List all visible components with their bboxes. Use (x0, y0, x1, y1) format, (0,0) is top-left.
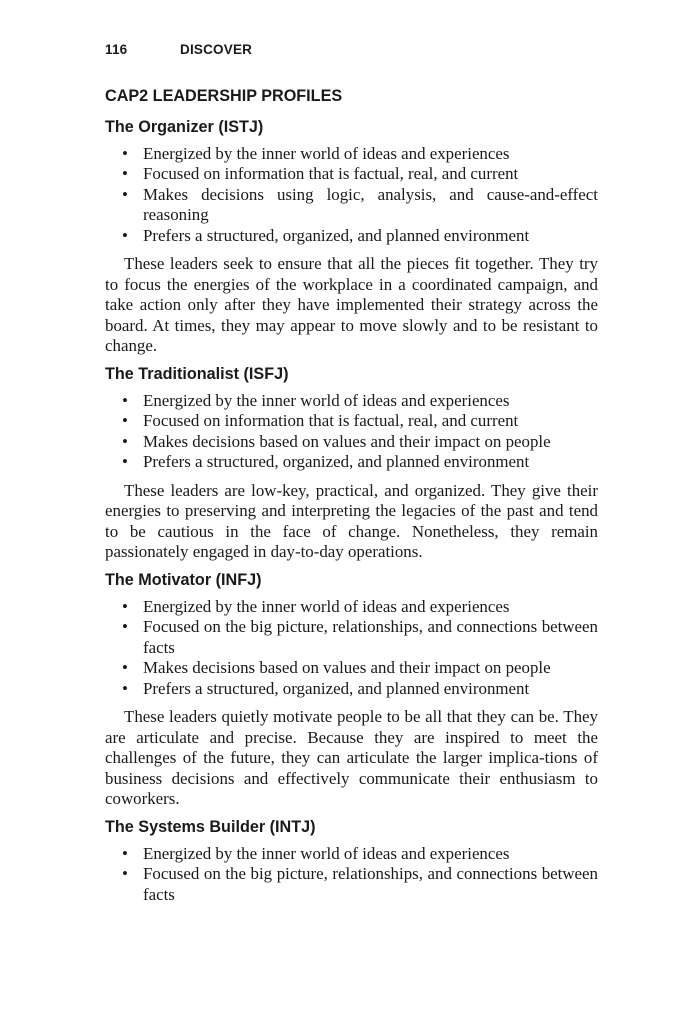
section-title: CAP2 LEADERSHIP PROFILES (105, 87, 343, 105)
trait-item: • Energized by the inner world of ideas and experiences (122, 391, 510, 410)
book-page (105, 38, 598, 905)
trait-item: • Prefers a structured, organized, and planned environment (122, 678, 530, 698)
trait-item: • Energized by the inner world of ideas and experiences (122, 844, 510, 863)
trait-item: • Energized by the inner world of ideas and experiences (122, 144, 510, 163)
profile-description: These leaders seek to ensure that all the pieces fit together. They try to focus the energies of the workplace in a coordinated campaign, and take action only after they have implemented their strategy across the board. At times, they may appear to move slowly and to be resistant to change. (105, 254, 598, 356)
chapter-title: DISCOVER (180, 42, 253, 57)
trait-item: • Focused on information that is factual, real, and current (122, 411, 519, 431)
bullet-icon: • (122, 225, 128, 245)
running-head (105, 38, 598, 62)
trait-item: • Makes decisions using logic, analysis, and cause-and-effect reasoning (122, 184, 598, 225)
bullet-icon: • (122, 658, 128, 678)
profile-title: The Motivator (INFJ) (105, 571, 262, 589)
bullet-icon: • (122, 184, 128, 204)
trait-item: • Focused on information that is factual, real, and current (122, 164, 519, 184)
trait-item: • Prefers a structured, organized, and planned environment (122, 225, 530, 245)
profile-organizer (105, 117, 598, 357)
bullet-icon: • (122, 164, 128, 184)
trait-item: • Focused on the big picture, relationships, and connections between facts (122, 864, 598, 904)
profile-traditionalist (105, 364, 598, 563)
bullet-icon: • (122, 844, 128, 863)
bullet-icon: • (122, 411, 128, 431)
profile-systems-builder (105, 817, 598, 905)
profile-description: These leaders quietly motivate people to be all that they can be. They are articulate and precise. Because they are inspired to meet the challenges of the future, they can articulate the larger implica-tions of business decisions and effectively communicate their enthusiasm to coworkers. (105, 707, 598, 809)
page-number: 116 (105, 42, 128, 57)
profile-title: The Organizer (ISTJ) (105, 118, 264, 136)
bullet-icon: • (122, 597, 128, 616)
profile-title: The Traditionalist (ISFJ) (105, 365, 289, 383)
profile-motivator (105, 570, 598, 810)
trait-item: • Makes decisions based on values and their impact on people (122, 658, 551, 678)
trait-list (105, 844, 598, 905)
trait-list (105, 597, 598, 699)
bullet-icon: • (122, 431, 128, 451)
trait-list (105, 144, 598, 246)
trait-list (105, 391, 598, 473)
bullet-icon: • (122, 452, 128, 472)
bullet-icon: • (122, 144, 128, 163)
bullet-icon: • (122, 617, 128, 637)
bullet-icon: • (122, 391, 128, 410)
profile-title: The Systems Builder (INTJ) (105, 818, 316, 836)
bullet-icon: • (122, 678, 128, 698)
trait-item: • Focused on the big picture, relationships, and connections between facts (122, 617, 598, 657)
trait-item: • Energized by the inner world of ideas and experiences (122, 597, 510, 616)
trait-item: • Prefers a structured, organized, and planned environment (122, 452, 530, 472)
trait-item: • Makes decisions based on values and their impact on people (122, 431, 551, 451)
bullet-icon: • (122, 864, 128, 884)
profile-description: These leaders are low-key, practical, and organized. They give their energies to preserving and interpreting the legacies of the past and tend to be cautious in the face of change. Nonetheless, they remain passionately engaged in day-to-day operations. (105, 480, 598, 562)
